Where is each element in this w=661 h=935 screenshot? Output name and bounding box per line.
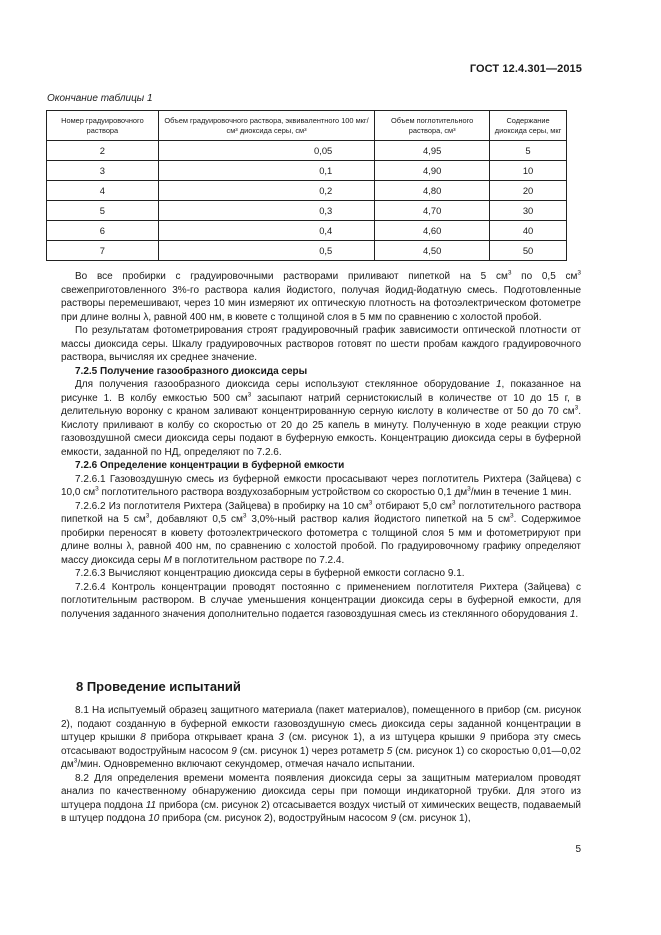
table-cell: 4,95	[375, 141, 490, 161]
table-caption: Окончание таблицы 1	[47, 93, 153, 104]
subsection-heading: 7.2.5 Получение газообразного диоксида серы	[75, 365, 308, 377]
table-cell: 7	[47, 241, 159, 261]
column-header: Объем градуировочного раствора, эквивалентного 100 мкг/см³ диоксида серы, см³	[158, 111, 374, 141]
subsection-heading: 7.2.6 Определение концентрации в буферной емкости	[75, 460, 345, 471]
table-cell: 50	[490, 241, 567, 261]
table-cell: 5	[47, 201, 159, 221]
calibration-table	[46, 110, 567, 261]
column-header: Номер градуировочного раствора	[47, 111, 159, 141]
standard-code: ГОСТ 12.4.301—2015	[469, 63, 582, 75]
table-cell: 0,4	[158, 221, 374, 241]
table-cell: 4,70	[375, 201, 490, 221]
table-row	[47, 201, 567, 221]
column-header: Объем поглотительного раствора, см³	[375, 111, 490, 141]
table-cell: 30	[490, 201, 567, 221]
paragraph: 7.2.6.3 Вычисляют концентрацию диоксида серы в буферной емкости согласно 9.1.	[75, 568, 465, 579]
table-cell: 6	[47, 221, 159, 241]
paragraph: Для получения газообразного диоксида серы используют стеклянное оборудование 1, показанное на рисунке 1. В колбу емкостью 500 $см^3$ засыпают натрий сернистокислый в количестве от 10 до 15 г, в делительную воронку с краном заливают концентрированную серную кислоту в количестве от 50 до 70 $см^3$. Кислоту приливают в колбу со скоростью от 20 до 25 капель в минуту. Полученную в ходе реакции струю газовоздушной смеси диоксида серы подают в буферную емкость. Концентрацию диоксида серы в буферной емкости, заданной по НД, определяют по 7.2.6.	[61, 379, 582, 458]
paragraph: 7.2.6.4 Контроль концентрации проводят постоянно с применением поглотителя Рихтера (Зайцева) с поглотительным раствором. В случае уменьшения концентрации диоксида серы в буферной емкости, для получения заданного значения дополнительно подается газовоздушная смесь из стеклянного оборудования 1.	[61, 581, 581, 620]
section-heading: 8 Проведение испытаний	[76, 679, 241, 694]
table-row	[47, 241, 567, 261]
table-cell: 0,1	[158, 161, 374, 181]
paragraph: Во все пробирки с градуировочными растворами приливают пипеткой на 5 $см^3$ по 0,5 $см^3$ свежеприготовленного 3%-го раствора калия йодистого, получая йодид-йодатную смесь. Подготовленные растворы перемешивают, через 10 мин измеряют их оптическую плотность на фотоэлектрическом фотометре при длине волны λ, равной 400 нм, в кювете с толщиной слоя в 5 мм по сравнению с холостой пробой.	[61, 269, 581, 323]
table-cell: 0,05	[158, 141, 374, 161]
paragraph: 7.2.6.1 Газовоздушную смесь из буферной емкости просасывают через поглотитель Рихтера (Зайцева) с 10,0 $см^3$ поглотительного раствора воздухозаборным устройством со скоростью 0,1 $дм^3$/мин в течение 1 мин.	[61, 473, 581, 498]
table-cell: 4,80	[375, 181, 490, 201]
table-cell: 0,3	[158, 201, 374, 221]
table-cell: 4,60	[375, 221, 490, 241]
body-text-section-7	[61, 270, 581, 621]
table-row	[47, 161, 567, 181]
paragraph: 8.2 Для определения времени момента появления диоксида серы за защитным материалом проводят анализ по качественному обнаружению диоксида серы при помощи индикаторной трубки. Для этого из штуцера поддона 11 прибора (см. рисунок 2) отсасывается воздух чистый от химических веществ, подаваемый в штуцер поддона 10 прибора (см. рисунок 2), водоструйным насосом 9 (см. рисунок 1),	[61, 772, 581, 824]
page-number: 5	[575, 844, 581, 855]
table-cell: 3	[47, 161, 159, 181]
table-header-row	[47, 111, 567, 141]
paragraph: 8.1 На испытуемый образец защитного материала (пакет материалов), помещенного в прибор (см. рисунок 2), подают созданную в буферной емкости газовоздушную смесь диоксида серы заданной концентрации в штуцер крышки 8 прибора открывает крана 3 (см. рисунок 1), а из штуцера крышки 9 прибора эту смесь отсасывают водоструйным насосом 9 (см. рисунок 1) через ротаметр 5 (см. рисунок 1) со скоростью 0,01—0,02 $дм^3$/мин. Одновременно включают секундомер, отмечая начало испытании.	[61, 705, 582, 770]
table-row	[47, 141, 567, 161]
table-cell: 4,90	[375, 161, 490, 181]
table-cell: 20	[490, 181, 567, 201]
paragraph: 7.2.6.2 Из поглотителя Рихтера (Зайцева) в пробирку на 10 $см^3$ отбирают 5,0 $см^3$ поглотительного раствора пипеткой на 5 $см^3$, добавляют 0,5 $см^3$ 3,0%-ный раствор калия йодистого пипеткой на 5 $см^3$. Содержимое пробирки переносят в кювету фотоэлектрического фотометра с толщиной слоя 5 мм и фотометрируют при длине волны λ, равной 400 нм, по сравнению с холостой пробой. По градуировочному графику определяют массу диоксида серы М в поглотительном растворе по 7.2.4.	[61, 499, 581, 566]
table-cell: 4,50	[375, 241, 490, 261]
table-cell: 2	[47, 141, 159, 161]
table-cell: 0,2	[158, 181, 374, 201]
table-cell: 10	[490, 161, 567, 181]
table-row	[47, 181, 567, 201]
table-row	[47, 221, 567, 241]
table-cell: 0,5	[158, 241, 374, 261]
table-cell: 5	[490, 141, 567, 161]
column-header: Содержание диоксида серы, мкг	[490, 111, 567, 141]
paragraph: По результатам фотометрирования строят градуировочный график зависимости оптической плотности от массы диоксида серы. Шкалу градуировочных растворов готовят по шести пробам каждого градуировочного раствора, вычисляя их среднее значение.	[61, 325, 581, 363]
body-text-section-8	[61, 704, 581, 826]
table-cell: 4	[47, 181, 159, 201]
table-cell: 40	[490, 221, 567, 241]
